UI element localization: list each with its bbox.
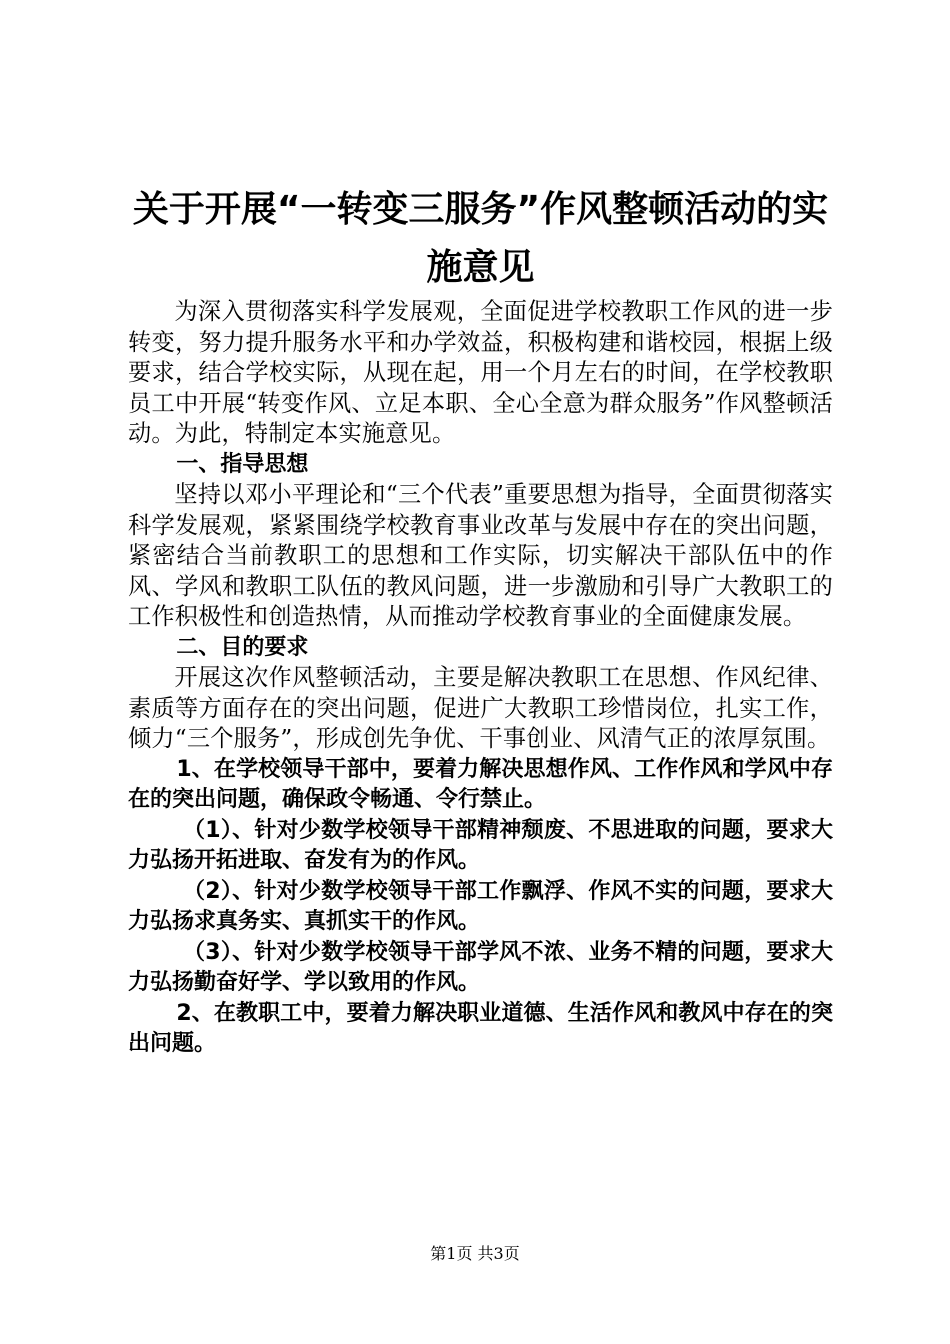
document-title-line-2: 施意见 bbox=[426, 247, 535, 288]
list-item-staff: 2、在教职工中，要着力解决职业道德、生活作风和教风中存在的突出问题。 bbox=[128, 1000, 833, 1056]
document-title-line-1: 关于开展“一转变三服务”作风整顿活动的实 bbox=[132, 189, 829, 230]
section-heading-guiding-ideology: 一、指导思想 bbox=[176, 451, 309, 477]
intro-paragraph: 为深入贯彻落实科学发展观，全面促进学校教职工作风的进一步转变，努力提升服务水平和办学效益，积极构建和谐校园，根据上级要求，结合学校实际，从现在起，用一个月左右的时间，在学校教职员工中开展“转变作风、立足本职、全心全意为群众服务”作风整顿活动。为此，特制定本实施意见。 bbox=[128, 298, 833, 447]
section-heading-purpose: 二、目的要求 bbox=[176, 634, 309, 660]
document-body bbox=[128, 297, 833, 1060]
list-item-sub-1: （1）、针对少数学校领导干部精神颓废、不思进取的问题，要求大力弘扬开拓进取、奋发有为的作风。 bbox=[128, 817, 833, 873]
list-item-sub-2: （2）、针对少数学校领导干部工作飘浮、作风不实的问题，要求大力弘扬求真务实、真抓实干的作风。 bbox=[128, 878, 833, 934]
list-item-sub-3: （3）、针对少数学校领导干部学风不浓、业务不精的问题，要求大力弘扬勤奋好学、学以致用的作风。 bbox=[128, 939, 833, 995]
guiding-ideology-paragraph: 坚持以邓小平理论和“三个代表”重要思想为指导，全面贯彻落实科学发展观，紧紧围绕学校教育事业改革与发展中存在的突出问题，紧密结合当前教职工的思想和工作实际，切实解决干部队伍中的作风、学风和教职工队伍的教风问题，进一步激励和引导广大教职工的工作积极性和创造热情，从而推动学校教育事业的全面健康发展。 bbox=[128, 481, 833, 630]
list-item-leaders: 1、在学校领导干部中，要着力解决思想作风、工作作风和学风中存在的突出问题，确保政令畅通、令行禁止。 bbox=[128, 756, 833, 812]
purpose-paragraph: 开展这次作风整顿活动，主要是解决教职工在思想、作风纪律、素质等方面存在的突出问题，促进广大教职工珍惜岗位，扎实工作，倾力“三个服务”，形成创先争优、干事创业、风清气正的浓厚氛围。 bbox=[128, 664, 833, 752]
page-indicator: 第1页 共3页 bbox=[430, 1244, 520, 1263]
